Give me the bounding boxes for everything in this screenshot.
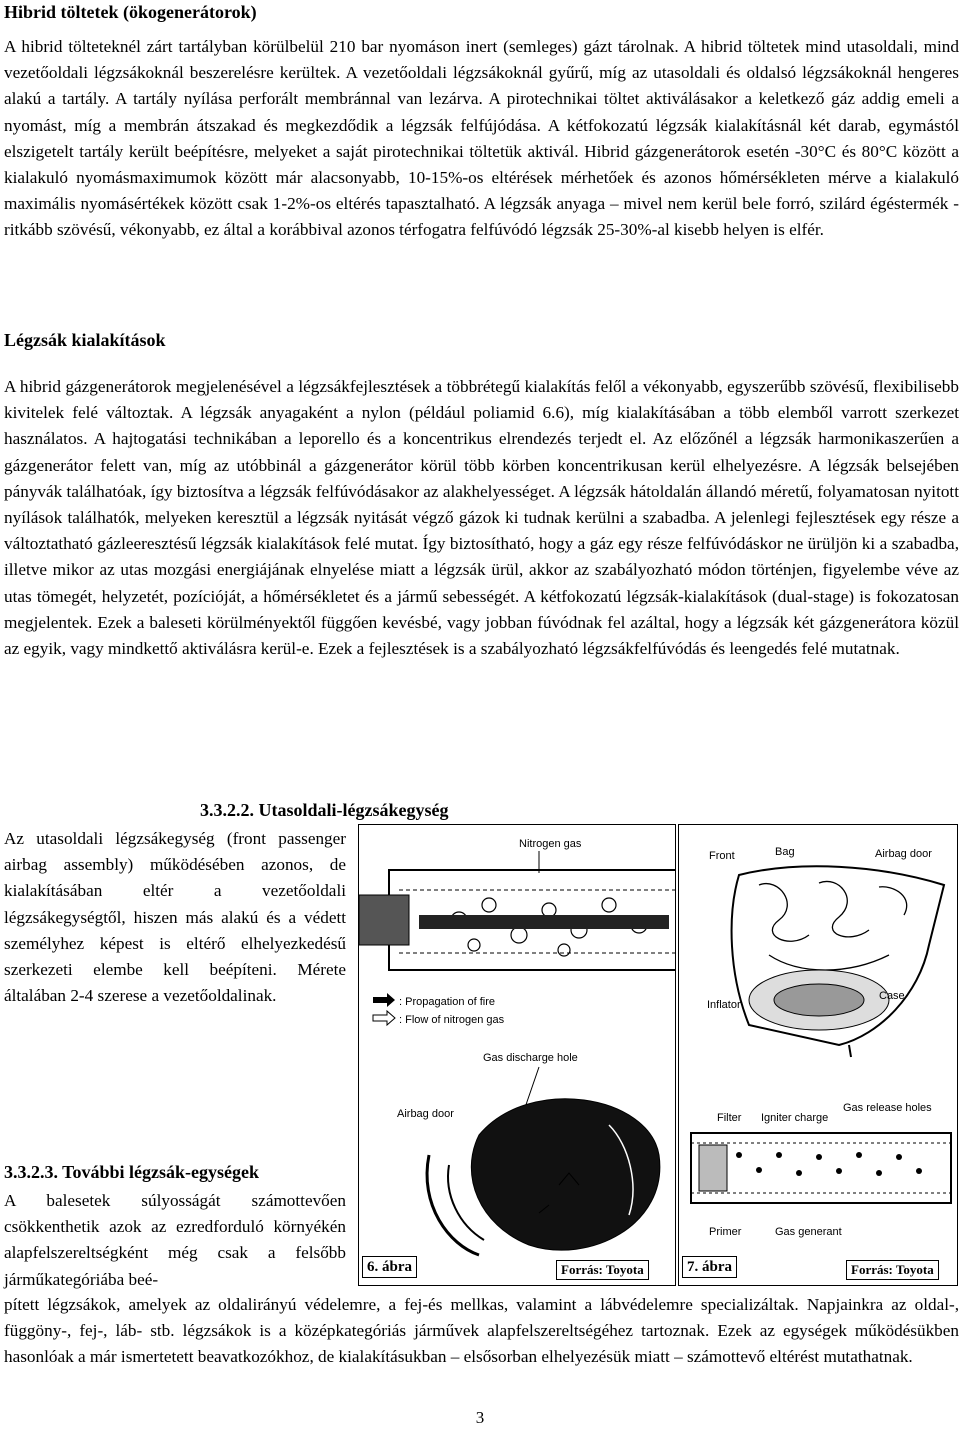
paragraph-airbag-design: A hibrid gázgenerátorok megjelenésével a légzsákfejlesztések a többrétegű kialakítás felől a vékonyabb, egyszerűbb szövésű, flexibilisebb kivitelek felé változtak. A légzsák anyagaként a nylon (például poliamid 6.6), míg kialakításában a több elemből varrott szerkezet használatos. A hajtogatási technikában a leporello és a koncentrikus elrendezés terjedt el. Az előzőnél a légzsák harmonikaszerűen a gázgenerátor felett van, míg az utóbbinál a gázgenerátor körül több körben koncentrikusan kerül elhelyezésre. A légzsák belsejében pányvák találhatóak, így biztosítva a légzsák felfúvódásakor az alakhelyességet. A légzsák hátoldalán állandó méretű, folyamatosan nyitott nyílások találhatók, melyeken keresztül a légzsák nyitását végző gázok ki tudnak kerülni a szabadba. A jelenlegi fejlesztések egy része a változtatható gázleeresztésű légzsák kialakítások felé mutat. Így biztosítható, hogy a gáz egy része felfúvódáskor ne ürüljön ki a szabadba, illetve mikor az utas mozgási energiájának elnyelése miatt a légzsák ürül, akkor az szabályozható módon történjen, figyelembe véve az utas tömegét, helyzetét, pozícióját, a hőmérsékletet és a jármű sebességét. A kétfokozatú légzsák-kialakítások (dual-stage) is fokozatosan megjelentek. Ezek a baleseti körülményektől függően kevésbé, vagy jobban fúvódnak fel azáltal, hogy a légzsák két gázgenerátora közül az egyik, vagy mindkettő aktiválásra kerül-e. Ezek a fejlesztések is a szabályozható légzsákfelfúvódás és leengedés felé mutatnak. <box>4 377 959 659</box>
label-front: Front <box>709 850 735 862</box>
figure-7-drawing <box>679 825 957 1285</box>
label-nitrogen-gas: Nitrogen gas <box>519 838 582 850</box>
paragraph-hybrid: A hibrid tölteteknél zárt tartályban körülbelül 210 bar nyomáson inert (semleges) gázt tárolnak. A hibrid töltetek mind utasoldali, mind vezetőoldali légzsákoknál beszerelésre kerültek. A vezetőoldali légzsákoknál gyűrű, míg az utasoldali és oldalsó légzsákoknál hengeres alakú a tartály. A tartály nyílása perforált membránnal van lezárva. A pirotechnikai töltet aktiválásakor a keletkező gáz addig emeli a nyomást, míg a membrán átszakad és megkezdődik a légzsák felfújódása. A kétfokozatú légzsák kialakításnál két darab, egymástól elszigetelt tartály került beépítésre, melyeket a saját pirotechnikai töltetük aktivál. Hibrid gázgenerátorok esetén -30°C és 80°C között a kialakuló nyomásmaximumok között már alacsonyabb, 10-15%-os eltérések mérhetőek és azonos hőmérsékleten mérve a kialakuló maximális nyomásértékek között csak 1-2%-os eltérés tapasztalható. A légzsák anyaga – mivel nem kerül bele forró, szilárd égéstermék - ritkább szövésű, vékonyabb, ez által a korábbival azonos térfogatra felfúvódó légzsák 25-30%-al kisebb helyen is elfér. <box>4 37 959 240</box>
label-igniter-charge: Igniter charge <box>761 1112 829 1124</box>
label-filter: Filter <box>717 1112 742 1124</box>
label-gas-discharge-hole: Gas discharge hole <box>483 1052 578 1064</box>
page-number: 3 <box>475 1408 485 1427</box>
section-title-passenger: 3.3.2.2. Utasoldali-légzsákegység <box>200 800 449 820</box>
figure-6 <box>358 824 676 1286</box>
figure-6-tag: 6. ábra <box>362 1256 417 1278</box>
figure-7-tag: 7. ábra <box>682 1256 737 1278</box>
label-propagation-fire: : Propagation of fire <box>399 996 496 1008</box>
label-gas-generant: Gas generant <box>775 1226 842 1238</box>
figure-6-source: Forrás: Toyota <box>556 1260 649 1280</box>
label-airbag-door: Airbag door <box>875 848 932 860</box>
label-primer: Primer <box>709 1226 742 1238</box>
label-flow-nitrogen: : Flow of nitrogen gas <box>399 1014 505 1026</box>
label-case: Case <box>879 990 905 1002</box>
section-title-hybrid: Hibrid töltetek (ökogenerátorok) <box>4 2 257 22</box>
label-airbag-door: Airbag door <box>397 1108 454 1120</box>
section-title-airbag-design: Légzsák kialakítások <box>4 330 166 350</box>
label-gas-release-holes: Gas release holes <box>843 1102 932 1114</box>
paragraph-passenger: Az utasoldali légzsákegység (front passenger airbag assembly) működésében azonos, de kialakításában eltér a vezetőoldali légzsákegységtől, hiszen más alakú és a védett személyhez képest is eltérő elhelyezkedésű szerkezeti elembe kell beépíteni. Mérete általában 2-4 szerese a vezetőoldalinak. <box>4 829 346 1006</box>
paragraph-other-full: pített légzsákok, amelyek az oldalirányú védelemre, a fej-és mellkas, valamint a lábvédelemre specializáltak. Napjainkra az oldal-, függöny-, fej-, láb- stb. légzsákok is a középkategóriás járművek alapfelszereltségéhez tartoznak. Ezek az egységek működésükben hasonlóak a már ismertetett beavatkozókhoz, de kialakításukban – elsősorban elhelyezésük miatt – számottevő eltérést mutathatnak. <box>4 1295 959 1367</box>
label-bag: Bag <box>775 846 795 858</box>
paragraph-other-left: A balesetek súlyosságát számottevően csökkenthetik azok az ezredforduló környékén alapfelszereltségként még csak a felsőbb járműkategóriába beé- <box>4 1191 346 1289</box>
section-title-other-airbags: 3.3.2.3. További légzsák-egységek <box>4 1162 260 1182</box>
figure-7-source: Forrás: Toyota <box>846 1260 939 1280</box>
figure-7 <box>678 824 958 1286</box>
figure-6-drawing <box>359 825 675 1285</box>
label-inflator: Inflator <box>707 999 741 1011</box>
